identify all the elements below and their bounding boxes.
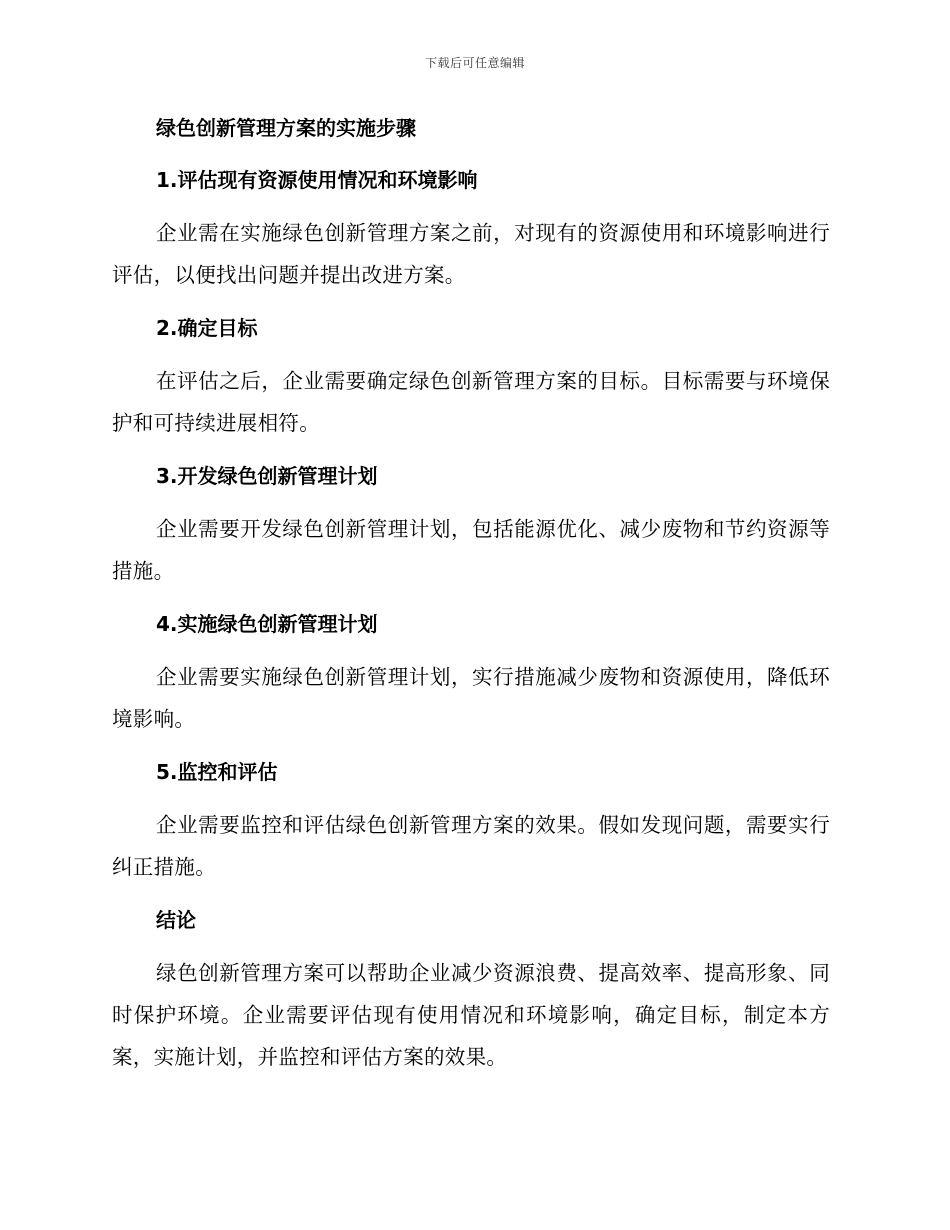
conclusion-body: 绿色创新管理方案可以帮助企业减少资源浪费、提高效率、提高形象、同时保护环境。企业需要评估现有使用情况和环境影响，确定目标，制定本方案，实施计划，并监控和评估方案的效果。 bbox=[112, 961, 830, 1069]
section-body-3: 企业需要开发绿色创新管理计划，包括能源优化、减少废物和节约资源等措施。 bbox=[112, 517, 830, 583]
section-heading-4: 4.实施绿色创新管理计划 bbox=[156, 612, 378, 636]
section-heading-3: 3.开发绿色创新管理计划 bbox=[156, 464, 378, 488]
section-heading-5: 5.监控和评估 bbox=[156, 760, 278, 784]
document-content bbox=[112, 108, 830, 1090]
document-title: 绿色创新管理方案的实施步骤 bbox=[156, 116, 416, 140]
section-body-1: 企业需在实施绿色创新管理方案之前，对现有的资源使用和环境影响进行评估，以便找出问题并提出改进方案。 bbox=[112, 221, 830, 287]
header-note: 下载后可任意编辑 bbox=[424, 56, 525, 70]
conclusion-heading: 结论 bbox=[156, 908, 196, 932]
section-body-5: 企业需要监控和评估绿色创新管理方案的效果。假如发现问题，需要实行纠正措施。 bbox=[112, 813, 830, 879]
section-body-2: 在评估之后，企业需要确定绿色创新管理方案的目标。目标需要与环境保护和可持续进展相符。 bbox=[112, 369, 830, 435]
section-heading-1: 1.评估现有资源使用情况和环境影响 bbox=[156, 168, 478, 192]
section-body-4: 企业需要实施绿色创新管理计划，实行措施减少废物和资源使用，降低环境影响。 bbox=[112, 665, 830, 731]
section-heading-2: 2.确定目标 bbox=[156, 316, 258, 340]
